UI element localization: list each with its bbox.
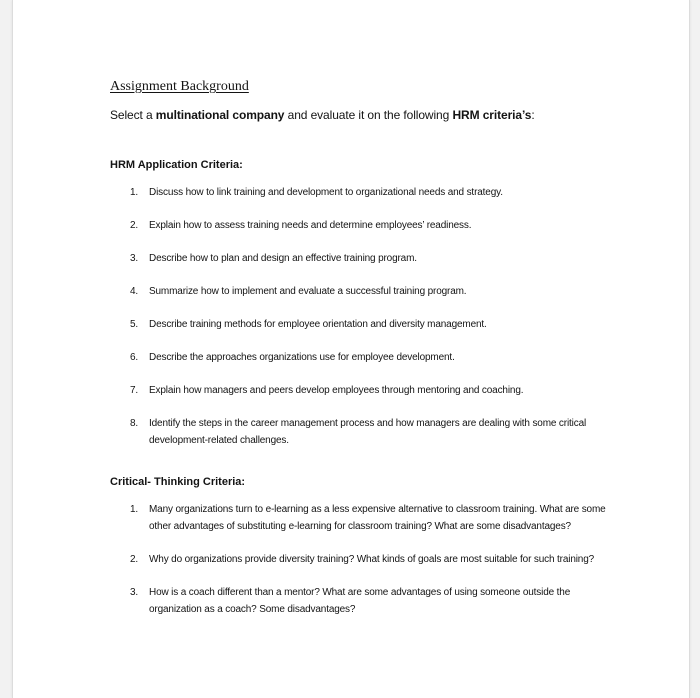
list-text: Describe how to plan and design an effective training program.	[149, 253, 417, 264]
list-text: Explain how to assess training needs and determine employees’ readiness.	[149, 220, 472, 231]
document-page	[12, 0, 690, 698]
list-number: 8.	[130, 418, 139, 429]
list-item	[110, 551, 610, 568]
critical-thinking-list	[110, 501, 610, 618]
list-number: 3.	[130, 253, 139, 264]
intro-bold-criteria: HRM criteria’s	[452, 108, 532, 122]
intro-middle: and evaluate it on the following	[284, 108, 453, 122]
hrm-criteria-list	[110, 184, 610, 449]
list-item	[110, 250, 610, 267]
list-number: 7.	[130, 385, 139, 396]
assignment-heading: Assignment Background	[110, 79, 249, 94]
list-text: Describe training methods for employee orientation and diversity management.	[149, 319, 487, 330]
list-item	[110, 184, 610, 201]
list-text: Summarize how to implement and evaluate a successful training program.	[149, 286, 467, 297]
list-text: How is a coach different than a mentor? What are some advantages of using someone outside the organization as a coach? Some disadvantages?	[149, 587, 571, 615]
list-number: 5.	[130, 319, 139, 330]
list-item	[110, 283, 610, 300]
list-number: 4.	[130, 286, 139, 297]
list-text: Many organizations turn to e-learning as a less expensive alternative to classroom training. What are some other advantages of substituting e-learning for classroom training? What are some disadvantages?	[149, 504, 606, 532]
list-number: 6.	[130, 352, 139, 363]
list-item	[110, 316, 610, 333]
list-item	[110, 382, 610, 399]
list-text: Describe the approaches organizations use for employee development.	[149, 352, 455, 363]
document-content	[110, 78, 610, 618]
intro-suffix: :	[531, 108, 535, 122]
list-number: 1.	[130, 504, 139, 515]
list-text: Explain how managers and peers develop employees through mentoring and coaching.	[149, 385, 524, 396]
list-item	[110, 217, 610, 234]
list-text: Discuss how to link training and development to organizational needs and strategy.	[149, 187, 503, 198]
list-item	[110, 349, 610, 366]
list-item	[110, 501, 610, 535]
list-item	[110, 415, 610, 449]
intro-bold-company: multinational company	[155, 108, 285, 122]
list-number: 2.	[130, 220, 139, 231]
list-text: Identify the steps in the career management process and how managers are dealing with some critical development-related challenges.	[149, 418, 587, 446]
intro-prefix: Select a	[110, 108, 156, 122]
list-text: Why do organizations provide diversity training? What kinds of goals are most suitable for such training?	[149, 554, 595, 565]
intro-text	[110, 107, 610, 123]
list-number: 1.	[130, 187, 139, 198]
list-number: 2.	[130, 554, 139, 565]
hrm-section-title: HRM Application Criteria:	[110, 159, 243, 171]
list-item	[110, 584, 610, 618]
list-number: 3.	[130, 587, 139, 598]
critical-thinking-section-title: Critical- Thinking Criteria:	[110, 476, 246, 488]
